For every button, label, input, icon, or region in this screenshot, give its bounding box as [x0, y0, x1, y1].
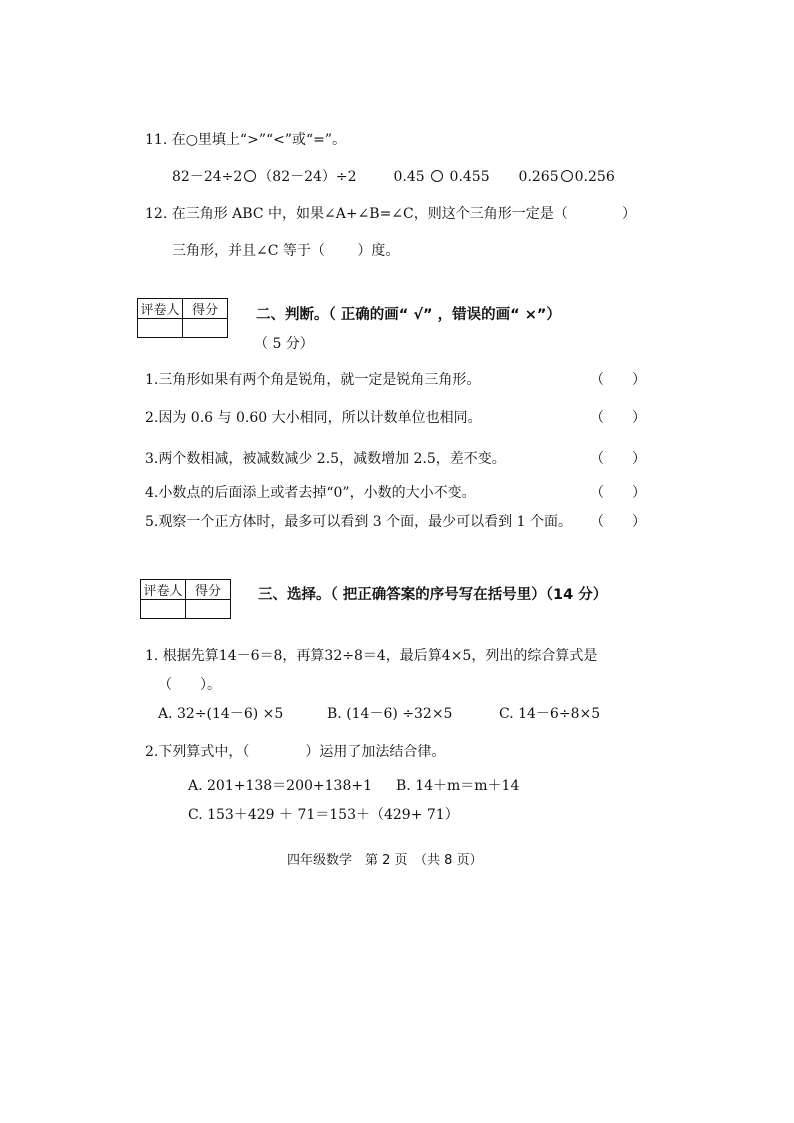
part2-item-3: 3.两个数相减，被减数减少 2.5，减数增加 2.5，差不变。 [145, 451, 506, 467]
part3-q2-option-c: C. 153＋429 ＋ 71＝153＋（429+ 71） [188, 807, 459, 823]
part2-answer-1[interactable]: （ ） [590, 372, 646, 388]
score-box-grader-label: 评卷人 [141, 580, 186, 600]
score-box-grader-cell [141, 600, 186, 619]
q12-line2: 三角形，并且∠C 等于（ ）度。 [172, 243, 400, 259]
part3-q1-option-a: A. 32÷(14－6) ×5 [158, 706, 284, 722]
part2-item-4: 4.小数点的后面添上或者去掉“0”，小数的大小不变。 [145, 485, 476, 501]
q11-expr3-left: 0.265 [518, 169, 559, 185]
q11-prompt: 11. 在○里填上“>”“<”或“=”。 [145, 132, 347, 148]
part2-item-1: 1.三角形如果有两个角是锐角，就一定是锐角三角形。 [145, 372, 481, 388]
page-footer: 四年级数学 第 2 页 （共 8 页） [287, 853, 483, 868]
part3-q1-option-c: C. 14－6÷8×5 [499, 706, 601, 722]
compare-circle-3[interactable] [561, 170, 573, 182]
score-box-score-label: 得分 [183, 299, 228, 319]
q12-line1: 12. 在三角形 ABC 中，如果∠A+∠B=∠C，则这个三角形一定是（ [145, 206, 568, 222]
part3-q2-option-a: A. 201+138＝200+138+1 [188, 778, 372, 794]
score-box-score-label: 得分 [186, 580, 231, 600]
q11-expr1-right: （82－24）÷2 [258, 169, 357, 185]
part2-answer-5[interactable]: （ ） [590, 514, 646, 530]
part2-heading: 二、判断。（ 正确的画“ √” ，错误的画“ ×”） [256, 307, 561, 323]
part3-q1-line1: 1. 根据先算14－6＝8，再算32÷8＝4，最后算4×5，列出的综合算式是 [145, 648, 598, 664]
part2-item-5: 5.观察一个正方体时，最多可以看到 3 个面，最少可以看到 1 个面。 [145, 514, 572, 530]
part3-q2-line1: 2.下列算式中，（ ）运用了加法结合律。 [145, 744, 446, 760]
compare-circle-1[interactable] [244, 170, 256, 182]
score-box-grader-label: 评卷人 [138, 299, 183, 319]
score-box-grader-cell [138, 319, 183, 338]
score-box-score-cell [186, 600, 231, 619]
part3-q2-option-b: B. 14＋m＝m＋14 [396, 778, 520, 794]
score-box-part2 [137, 298, 228, 338]
part2-answer-4[interactable]: （ ） [590, 485, 646, 501]
part3-heading: 三、选择。（ 把正确答案的序号写在括号里）（14 分） [258, 587, 608, 603]
q11-expressions [172, 170, 615, 184]
score-box-score-cell [183, 319, 228, 338]
part2-answer-3[interactable]: （ ） [590, 451, 646, 467]
part2-answer-2[interactable]: （ ） [590, 410, 646, 426]
q11-expr2-right: 0.455 [449, 169, 490, 185]
compare-circle-2[interactable] [431, 170, 443, 182]
part3-q1-line2[interactable]: （ ）。 [158, 677, 221, 693]
q11-expr1-left: 82－24÷2 [172, 169, 243, 185]
q12-line1-close: ） [622, 206, 636, 222]
score-box-part3 [140, 579, 231, 619]
q11-expr2-left: 0.45 [393, 169, 425, 185]
q11-expr3-right: 0.256 [574, 169, 615, 185]
part2-points: （ 5 分） [254, 336, 314, 352]
part3-q1-option-b: B. (14－6) ÷32×5 [327, 706, 453, 722]
part2-item-2: 2.因为 0.6 与 0.60 大小相同，所以计数单位也相同。 [145, 410, 482, 426]
